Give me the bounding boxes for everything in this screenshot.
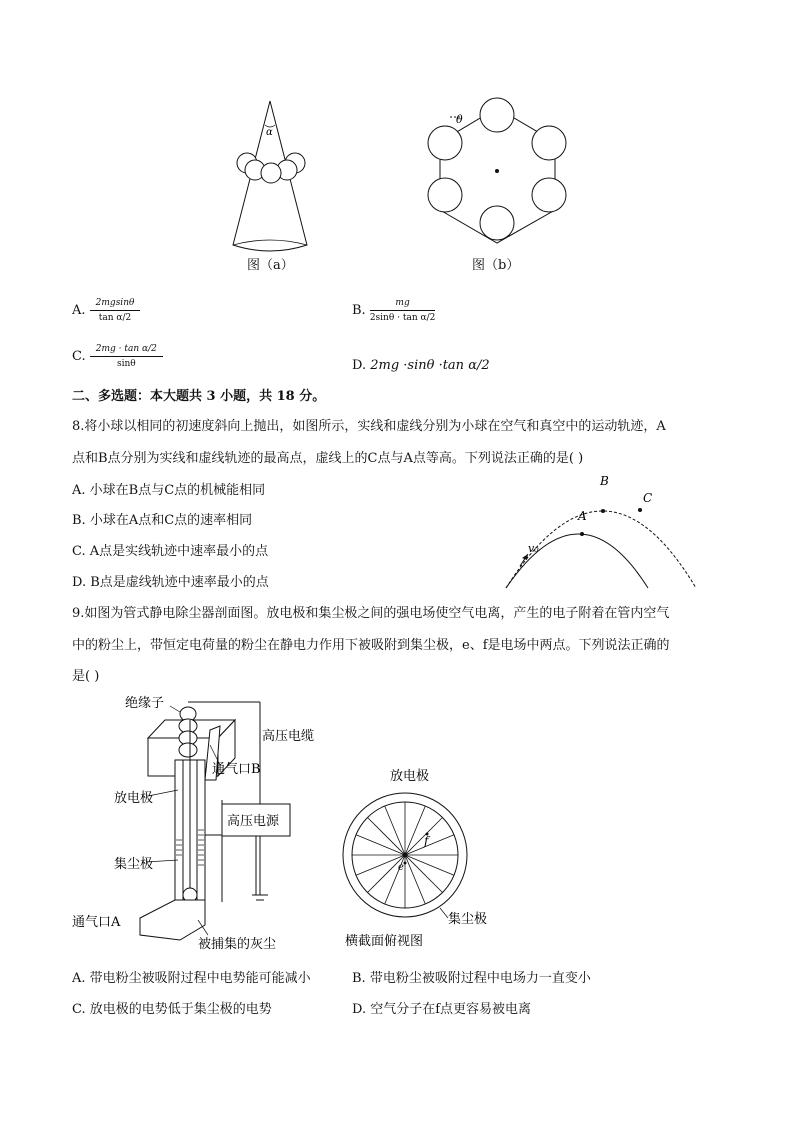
q9-label-hv-source: 高压电源: [227, 814, 280, 829]
q9-label-captured: 被捕集的灰尘: [198, 937, 277, 952]
q9-cs-caption: 横截面俯视图: [345, 934, 424, 949]
q8-trajectory-figure: [500, 470, 700, 595]
figure-b-caption: 图（b）: [472, 258, 520, 273]
q9-cs-discharge: 放电极: [390, 769, 430, 784]
q8-label-c: C: [643, 491, 653, 505]
section-heading: 二、多选题：本大题共 3 小题，共 18 分。: [72, 389, 326, 404]
q9-apparatus-figure: [70, 690, 350, 960]
q7-option-a-den: tan α/2: [98, 313, 132, 323]
q8-option-a[interactable]: A. 小球在B点与C点的机械能相同: [72, 483, 266, 498]
q9-point-f: f: [424, 834, 429, 848]
q9-point-e: e: [398, 862, 404, 873]
q7-option-b[interactable]: [352, 298, 435, 323]
q8-label-b: B: [600, 474, 609, 488]
figure-a-cone: [225, 95, 325, 255]
q7-option-a[interactable]: [72, 298, 140, 323]
q9-label-vent-b: 通气口B: [212, 762, 261, 777]
q9-label-discharge: 放电极: [114, 791, 154, 806]
q9-field-lines: [352, 802, 458, 908]
q9-stem-line3: 是( ): [72, 669, 100, 684]
q7-option-c[interactable]: [72, 344, 163, 369]
figure-b-hexagon: [425, 95, 570, 245]
q8-stem-line1: 8.将小球以相同的初速度斜向上抛出，如图所示，实线和虚线分别为小球在空气和真空中的运动轨迹，A: [72, 419, 666, 434]
q9-stem-line2: 中的粉尘上，带恒定电荷量的粉尘在静电力作用下被吸附到集尘极，e、f是电场中两点。下列说法正确的: [72, 638, 670, 653]
q9-option-d[interactable]: D. 空气分子在f点更容易被电离: [352, 1002, 532, 1017]
q8-label-v0: v₀: [528, 542, 539, 555]
q7-option-d[interactable]: [352, 358, 490, 373]
q9-option-b[interactable]: B. 带电粉尘被吸附过程中电场力一直变小: [352, 971, 591, 986]
figure-b-angle: θ: [456, 113, 463, 126]
q7-option-c-prefix: C.: [72, 349, 86, 364]
q8-label-a: A: [578, 509, 587, 523]
q9-option-c[interactable]: C. 放电极的电势低于集尘极的电势: [72, 1002, 272, 1017]
q7-option-c-num: 2mg · tan α/2: [90, 344, 163, 357]
q7-option-b-num: mg: [370, 298, 436, 311]
q8-stem-line2: 点和B点分别为实线和虚线轨迹的最高点，虚线上的C点与A点等高。下列说法正确的是( ): [72, 451, 584, 466]
q7-option-c-den: sinθ: [116, 359, 136, 369]
q7-option-b-den: 2sinθ · tan α/2: [369, 313, 436, 323]
q7-option-a-prefix: A.: [72, 303, 86, 318]
q9-option-a[interactable]: A. 带电粉尘被吸附过程中电势能可能减小: [72, 971, 311, 986]
q9-label-collector: 集尘极: [114, 857, 154, 872]
q9-cross-section-figure: [320, 760, 500, 950]
q8-option-b[interactable]: B. 小球在A点和C点的速率相同: [72, 513, 253, 528]
q7-option-a-num: 2mgsinθ: [90, 298, 141, 311]
q9-stem-line1: 9.如图为管式静电除尘器剖面图。放电极和集尘极之间的强电场使空气电离，产生的电子附着在管内空气: [72, 606, 670, 621]
q7-option-d-prefix: D.: [352, 358, 367, 373]
figure-a-caption: 图（a）: [247, 258, 294, 273]
q7-option-b-prefix: B.: [352, 303, 366, 318]
q9-label-hv-cable: 高压电缆: [262, 729, 315, 744]
q7-option-d-text: 2mg ·sinθ ·tan α/2: [370, 358, 490, 373]
q9-label-insulator: 绝缘子: [125, 696, 165, 711]
figure-a-angle: α: [266, 127, 273, 138]
q8-option-d[interactable]: D. B点是虚线轨迹中速率最小的点: [72, 575, 269, 590]
q8-option-c[interactable]: C. A点是实线轨迹中速率最小的点: [72, 544, 269, 559]
q9-cs-collector: 集尘极: [448, 912, 488, 927]
q9-label-vent-a: 通气口A: [72, 915, 121, 930]
